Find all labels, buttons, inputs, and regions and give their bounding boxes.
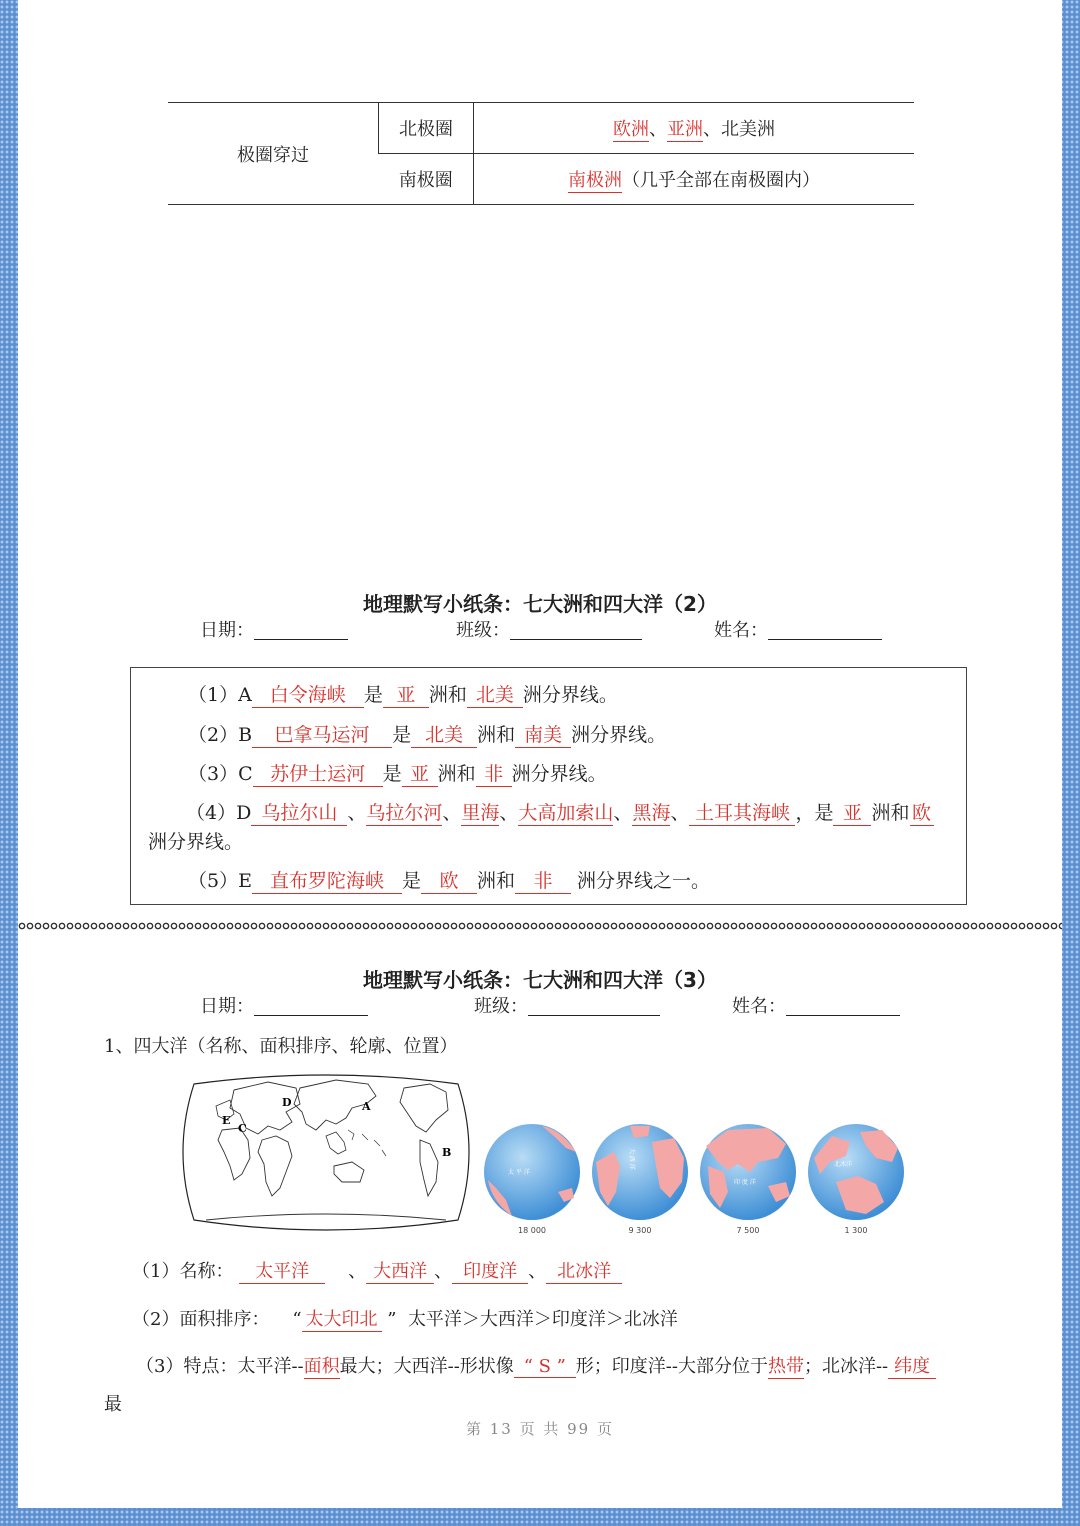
note-text: （几乎全部在南极圈内） [622,169,820,191]
separator: 、 [442,802,462,824]
answer: 太平洋 [239,1257,325,1284]
text: 洲分界线。 [511,763,607,785]
worksheet-page [18,0,1062,1508]
answer: 大西洋 [366,1257,434,1284]
sort-prefix: （2）面积排序： [132,1309,270,1330]
globe-area: 7 500 [736,1226,760,1235]
answer: 白令海峡 [252,680,364,708]
class-label: 班级： [474,996,528,1017]
separator: 、 [670,802,690,824]
continents-cell [474,154,915,205]
map-label-d: D [282,1096,292,1109]
date-field [200,616,348,642]
text: 洲和 [477,724,516,746]
answer: 北美 [467,680,523,708]
name-blank[interactable] [768,619,882,640]
row-label: 极圈穿过 [168,103,379,205]
answer: 亚 [383,680,429,708]
answer: 亚 [402,759,438,787]
answer: 黑海 [632,798,670,826]
answer: 印度洋 [452,1257,528,1284]
answer: 北冰洋 [546,1257,622,1284]
polar-circle-table [168,102,914,205]
date-field [200,992,368,1018]
answer: 巴拿马运河 [252,720,392,748]
names-prefix: （1）名称： [132,1261,234,1282]
globe-area: 1 300 [844,1226,868,1235]
circle-name: 北极圈 [379,103,474,154]
class-label: 班级： [456,620,510,641]
globe-atlantic [588,1122,692,1235]
name-field [732,992,900,1018]
separator: 、 [613,802,633,824]
globe-icon [806,1122,906,1222]
name-blank[interactable] [786,995,900,1016]
separator: 、 [649,118,667,140]
text: 洲和 [437,763,476,785]
answer: 土耳其海峡 [689,798,795,826]
answer: 非 [476,759,512,787]
class-blank[interactable] [528,995,660,1016]
text: 是 [363,684,383,706]
text: 洲分界线。 [522,684,618,706]
text: 最大；大西洋--形状像 [339,1356,514,1377]
separator: 、 [499,802,519,824]
table-row [168,103,914,154]
names-line: （1）名称： 太平洋 、 大西洋 、 印度洋 、 北冰洋 [132,1257,622,1284]
name-label: 姓名： [714,620,768,641]
date-blank[interactable] [254,995,368,1016]
features-line [136,1352,936,1379]
map-label-b: B [442,1146,452,1159]
answer: 南极洲 [568,166,622,193]
date-blank[interactable] [254,619,348,640]
circle-name: 南极圈 [379,154,474,205]
text: （3）特点：太平洋-- [136,1356,304,1377]
date-label: 日期： [200,996,254,1017]
answer: 太大印北 [302,1305,382,1332]
text: 洲和 [871,802,910,824]
globe-icon [698,1122,798,1222]
item-4-continued: 洲分界线。 [148,831,244,853]
text: 是 [401,870,421,892]
globe-area: 9 300 [628,1226,652,1235]
item-2 [188,720,666,748]
separator: 、 [347,802,367,824]
item-prefix: （3）C [188,763,253,785]
sort-line [132,1305,678,1332]
item-prefix: （2）B [188,724,253,746]
answer: 乌拉尔河 [366,798,442,826]
continents-cell [474,103,915,154]
class-field [456,616,642,642]
answer: 苏伊士运河 [253,759,383,787]
globe-pacific [480,1122,584,1235]
globe-icon [482,1122,582,1222]
quote: ” [387,1309,397,1330]
text: 洲分界线。 [571,724,667,746]
text: ；北冰洋-- [803,1356,889,1377]
globe-arctic [804,1122,908,1235]
map-label-c: C [238,1122,247,1135]
item-5 [188,866,710,894]
item-4 [186,798,934,826]
answer: 亚洲 [667,115,703,142]
name-label: 姓名： [732,996,786,1017]
page-number: 第 13 页 共 99 页 [465,1420,614,1438]
globe-icon [590,1122,690,1222]
item-prefix: （4）D [186,802,252,824]
text: 形；印度洋--大部分位于 [575,1356,768,1377]
answer: 面积 [304,1352,340,1379]
text: 洲和 [476,870,515,892]
answer: 欧 [421,866,477,894]
sheet2-title: 地理默写小纸条：七大洲和四大洋（2） [363,592,717,616]
globe-label: 大 西 洋 [628,1148,635,1170]
quote: “ [292,1309,302,1330]
answer: 非 [515,866,571,894]
answer: 亚 [833,798,871,826]
answer: 大高加索山 [518,798,613,826]
map-label-a: A [362,1100,371,1113]
globe-label: 印 度 洋 [734,1179,756,1186]
answer: “ S ” [514,1356,576,1378]
answer: 欧 [910,798,934,826]
item-prefix: （1）A [188,684,252,706]
globe-label: 太 平 洋 [508,1169,530,1176]
text: 是 [382,763,402,785]
name-field [714,616,882,642]
answer: 里海 [461,798,499,826]
features-continued: 最 [104,1394,122,1415]
answer: 直布罗陀海峡 [252,866,402,894]
item-3 [188,759,607,787]
sheet3-title: 地理默写小纸条：七大洲和四大洋（3） [363,968,717,992]
continent-text: 、北美洲 [703,118,775,140]
answer: 乌拉尔山 [251,798,347,826]
date-label: 日期： [200,620,254,641]
item-prefix: （5）E [188,870,252,892]
question-1: 1、四大洋（名称、面积排序、轮廓、位置） [104,1036,458,1057]
answer: 热带 [768,1352,804,1379]
text: 是 [392,724,412,746]
map-label-e: E [222,1114,231,1127]
text: 洲分界线之一。 [577,870,711,892]
answer: 北美 [411,720,477,748]
answer: 纬度 [888,1352,936,1379]
text: 洲和 [428,684,467,706]
text: ，是 [795,802,834,824]
globe-area: 18 000 [518,1226,546,1235]
globe-label: 北冰洋 [834,1161,853,1168]
globe-indian [696,1122,800,1235]
answer: 欧洲 [613,115,649,142]
item-1 [188,680,618,708]
class-blank[interactable] [510,619,642,640]
world-map [176,1070,476,1233]
class-field [474,992,660,1018]
cut-line-divider [18,921,1062,931]
answer: 南美 [515,720,571,748]
sort-text: 太平洋＞大西洋＞印度洋＞北冰洋 [407,1309,678,1330]
